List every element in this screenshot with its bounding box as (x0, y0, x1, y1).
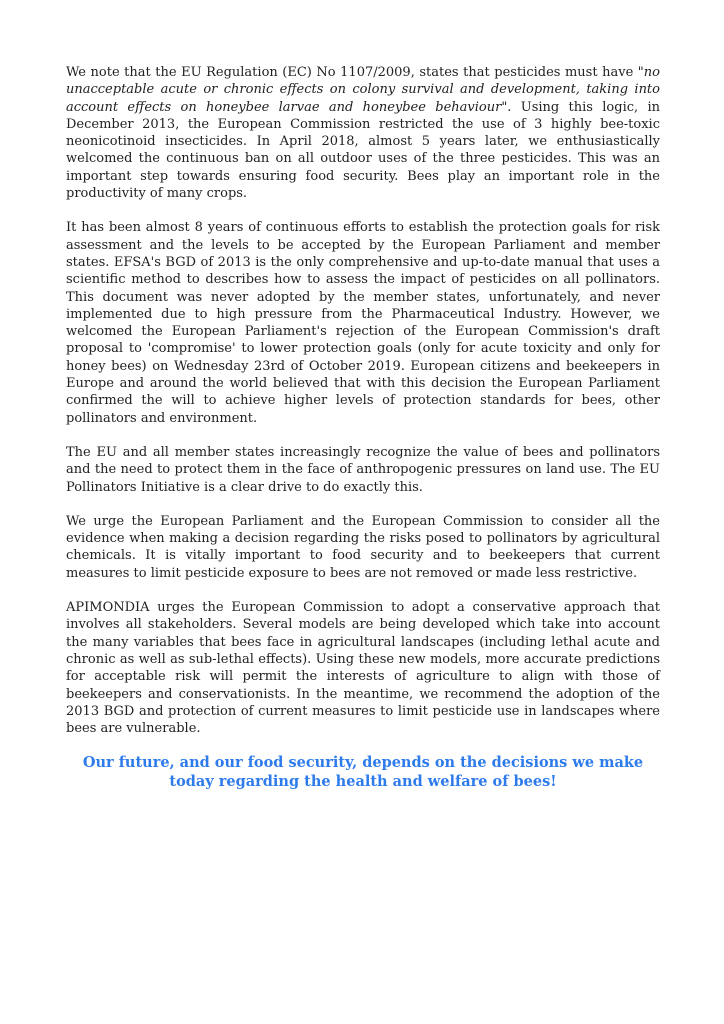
regulation-quote-italic: no unacceptable acute or chronic effects on colony survival and development, taking into account effects on honeybee larvae and honeybee behaviour (66, 65, 660, 115)
paragraph-text-lead: We note that the EU Regulation (EC) No 1107/2009, states that pesticides must have " (66, 65, 644, 80)
paragraph-eu-recognition: The EU and all member states increasingly recognize the value of bees and pollinators and the need to protect them in the face of anthropogenic pressures on land use. The EU Pollinators Initiative is a clear drive to do exactly this. (66, 444, 660, 495)
paragraph-apimondia-urges: APIMONDIA urges the European Commission to adopt a conservative approach that involves all stakeholders. Several models are being developed which take into account the many variables that bees face in agricultural landscapes (including lethal acute and chronic as well as sub-lethal effects). Using these new models, more accurate predictions for acceptable risk will permit the interests of agriculture to align with those of beekeepers and conservationists. In the meantime, we recommend the adoption of the 2013 BGD and protection of current measures to limit pesticide use in landscapes where bees are vulnerable. (66, 600, 660, 737)
paragraph-eu-regulation (66, 64, 660, 202)
paragraph-urge-evidence: We urge the European Parliament and the European Commission to consider all the evidence when making a decision regarding the risks posed to pollinators by agricultural chemicals. It is vitally important to food security and to beekeepers that current measures to limit pesticide exposure to bees are not removed or made less restrictive. (66, 513, 660, 581)
paragraph-text-rest: ". Using this logic, in December 2013, the European Commission restricted the use of 3 highly bee-toxic neonicotinoid insecticides. In April 2018, almost 5 years later, we enthusiastically welcomed the continuous ban on all outdoor uses of the three pesticides. This was an important step towards ensuring food security. Bees play an important role in the productivity of many crops. (66, 99, 660, 202)
closing-statement: Our future, and our food security, depends on the decisions we make today regarding the health and welfare of bees! (82, 754, 644, 790)
paragraph-protection-goals: It has been almost 8 years of continuous efforts to establish the protection goals for risk assessment and the levels to be accepted by the European Parliament and member states. EFSA's BGD of 2013 is the only comprehensive and up-to-date manual that uses a scientific method to describes how to assess the impact of pesticides on all pollinators. This document was never adopted by the member states, unfortunately, and never implemented due to high pressure from the Pharmaceutical Industry. However, we welcomed the European Parliament's rejection of the European Commission's draft proposal to 'compromise' to lower protection goals (only for acute toxicity and only for honey bees) on Wednesday 23rd of October 2019. European citizens and beekeepers in Europe and around the world believed that with this decision the European Parliament confirmed the will to achieve higher levels of protection standards for bees, other pollinators and environment. (66, 220, 660, 426)
